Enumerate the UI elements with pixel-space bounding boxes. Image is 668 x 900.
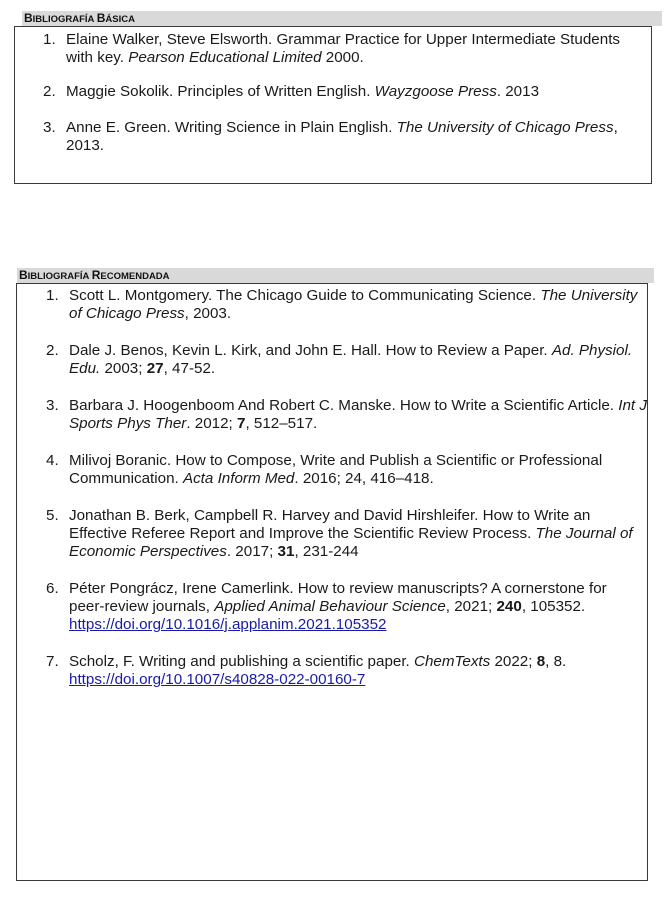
section-header-basica bbox=[22, 11, 662, 26]
ref-journal: The University of Chicago Press bbox=[69, 287, 638, 322]
ref-text: , 2013. bbox=[66, 119, 618, 154]
item-number: 2. bbox=[46, 342, 59, 359]
ref-journal: Wayzgoose Press bbox=[374, 83, 497, 100]
reference-item bbox=[46, 580, 641, 634]
reference-item bbox=[46, 287, 641, 323]
ref-volume: 8 bbox=[536, 653, 546, 670]
ref-journal: Ad. Physiol. Edu. bbox=[69, 342, 633, 377]
ref-text: 2000. bbox=[321, 49, 364, 66]
header-part: ECOMENDADA bbox=[100, 271, 170, 282]
ref-text: Barbara J. Hoogenboom And Robert C. Manske. How to Write a Scientific Article. bbox=[69, 397, 619, 414]
ref-text: Scholz, F. Writing and publishing a scientific paper. bbox=[69, 653, 414, 670]
item-number: 6. bbox=[46, 580, 59, 597]
bibliography-recommended-box bbox=[16, 283, 648, 881]
ref-text: Anne E. Green. Writing Science in Plain English. bbox=[66, 119, 397, 136]
ref-text: Milivoj Boranic. How to Compose, Write and Publish a Scientific or Professional Communication. bbox=[69, 452, 603, 487]
ref-text: Jonathan B. Berk, Campbell R. Harvey and David Hirshleifer. How to Write an Effective Referee Report and Improve the Scientific Review Process. bbox=[69, 507, 591, 542]
ref-volume: 31 bbox=[277, 543, 295, 560]
reference-item bbox=[43, 83, 646, 101]
reference-item bbox=[43, 119, 646, 155]
header-part: B bbox=[24, 11, 33, 25]
item-number: 2. bbox=[43, 83, 56, 100]
ref-text: , 8. bbox=[545, 653, 567, 670]
ref-text: , 47-52. bbox=[163, 360, 216, 377]
ref-text: Scott L. Montgomery. The Chicago Guide to Communicating Science. bbox=[69, 287, 541, 304]
reference-item bbox=[46, 653, 641, 689]
header-part: B bbox=[19, 268, 28, 282]
ref-text: , 2021; bbox=[445, 598, 497, 615]
ref-text: . 2013 bbox=[496, 83, 540, 100]
ref-journal: Acta Inform Med bbox=[182, 470, 295, 487]
ref-text: , 105352. bbox=[521, 598, 586, 615]
reference-item bbox=[46, 452, 641, 488]
reference-item bbox=[46, 342, 641, 378]
ref-text: . 2016; 24, 416–418. bbox=[294, 470, 434, 487]
item-number: 4. bbox=[46, 452, 59, 469]
header-part: R bbox=[91, 268, 101, 282]
reference-item bbox=[46, 507, 641, 561]
header-part: IBLIOGRAFÍA bbox=[32, 14, 97, 25]
ref-journal: Int J Sports Phys Ther bbox=[69, 397, 647, 432]
item-number: 7. bbox=[46, 653, 59, 670]
item-number: 3. bbox=[46, 397, 59, 414]
ref-journal: Applied Animal Behaviour Science bbox=[214, 598, 446, 615]
ref-text: 2022; bbox=[490, 653, 537, 670]
ref-text: . 2017; bbox=[226, 543, 278, 560]
item-number: 5. bbox=[46, 507, 59, 524]
ref-text: Dale J. Benos, Kevin L. Kirk, and John E. Hall. How to Review a Paper. bbox=[69, 342, 552, 359]
item-number: 3. bbox=[43, 119, 56, 136]
item-number: 1. bbox=[43, 31, 56, 48]
ref-journal: ChemTexts bbox=[414, 653, 491, 670]
ref-text: Elaine Walker, Steve Elsworth. Grammar Practice for Upper Intermediate Students with key. bbox=[66, 31, 621, 66]
item-number: 1. bbox=[46, 287, 59, 304]
section-header-recomendada bbox=[17, 268, 654, 283]
bibliography-basic-box bbox=[14, 26, 652, 184]
ref-journal: The University of Chicago Press bbox=[396, 119, 614, 136]
ref-text: , 512–517. bbox=[245, 415, 318, 432]
ref-volume: 240 bbox=[496, 598, 522, 615]
doi-link[interactable]: https://doi.org/10.1007/s40828-022-00160-7 bbox=[69, 671, 366, 688]
ref-text: 2003; bbox=[100, 360, 147, 377]
header-part: ÁSICA bbox=[105, 14, 135, 25]
ref-journal: Pearson Educational Limited bbox=[128, 49, 322, 66]
ref-text: , 2003. bbox=[184, 305, 232, 322]
ref-text: Péter Pongrácz, Irene Camerlink. How to review manuscripts? A cornerstone for peer-review journals, bbox=[69, 580, 607, 615]
ref-text: , 231-244 bbox=[294, 543, 359, 560]
ref-journal: The Journal of Economic Perspectives bbox=[69, 525, 633, 560]
doi-link[interactable]: https://doi.org/10.1016/j.applanim.2021.105352 bbox=[69, 616, 387, 633]
reference-item bbox=[46, 397, 649, 433]
header-part: IBLIOGRAFÍA bbox=[27, 271, 92, 282]
ref-volume: 27 bbox=[146, 360, 164, 377]
reference-item bbox=[43, 31, 646, 67]
ref-text: . 2012; bbox=[186, 415, 237, 432]
ref-text: Maggie Sokolik. Principles of Written English. bbox=[66, 83, 375, 100]
ref-volume: 7 bbox=[237, 415, 246, 432]
header-part: B bbox=[96, 11, 106, 25]
